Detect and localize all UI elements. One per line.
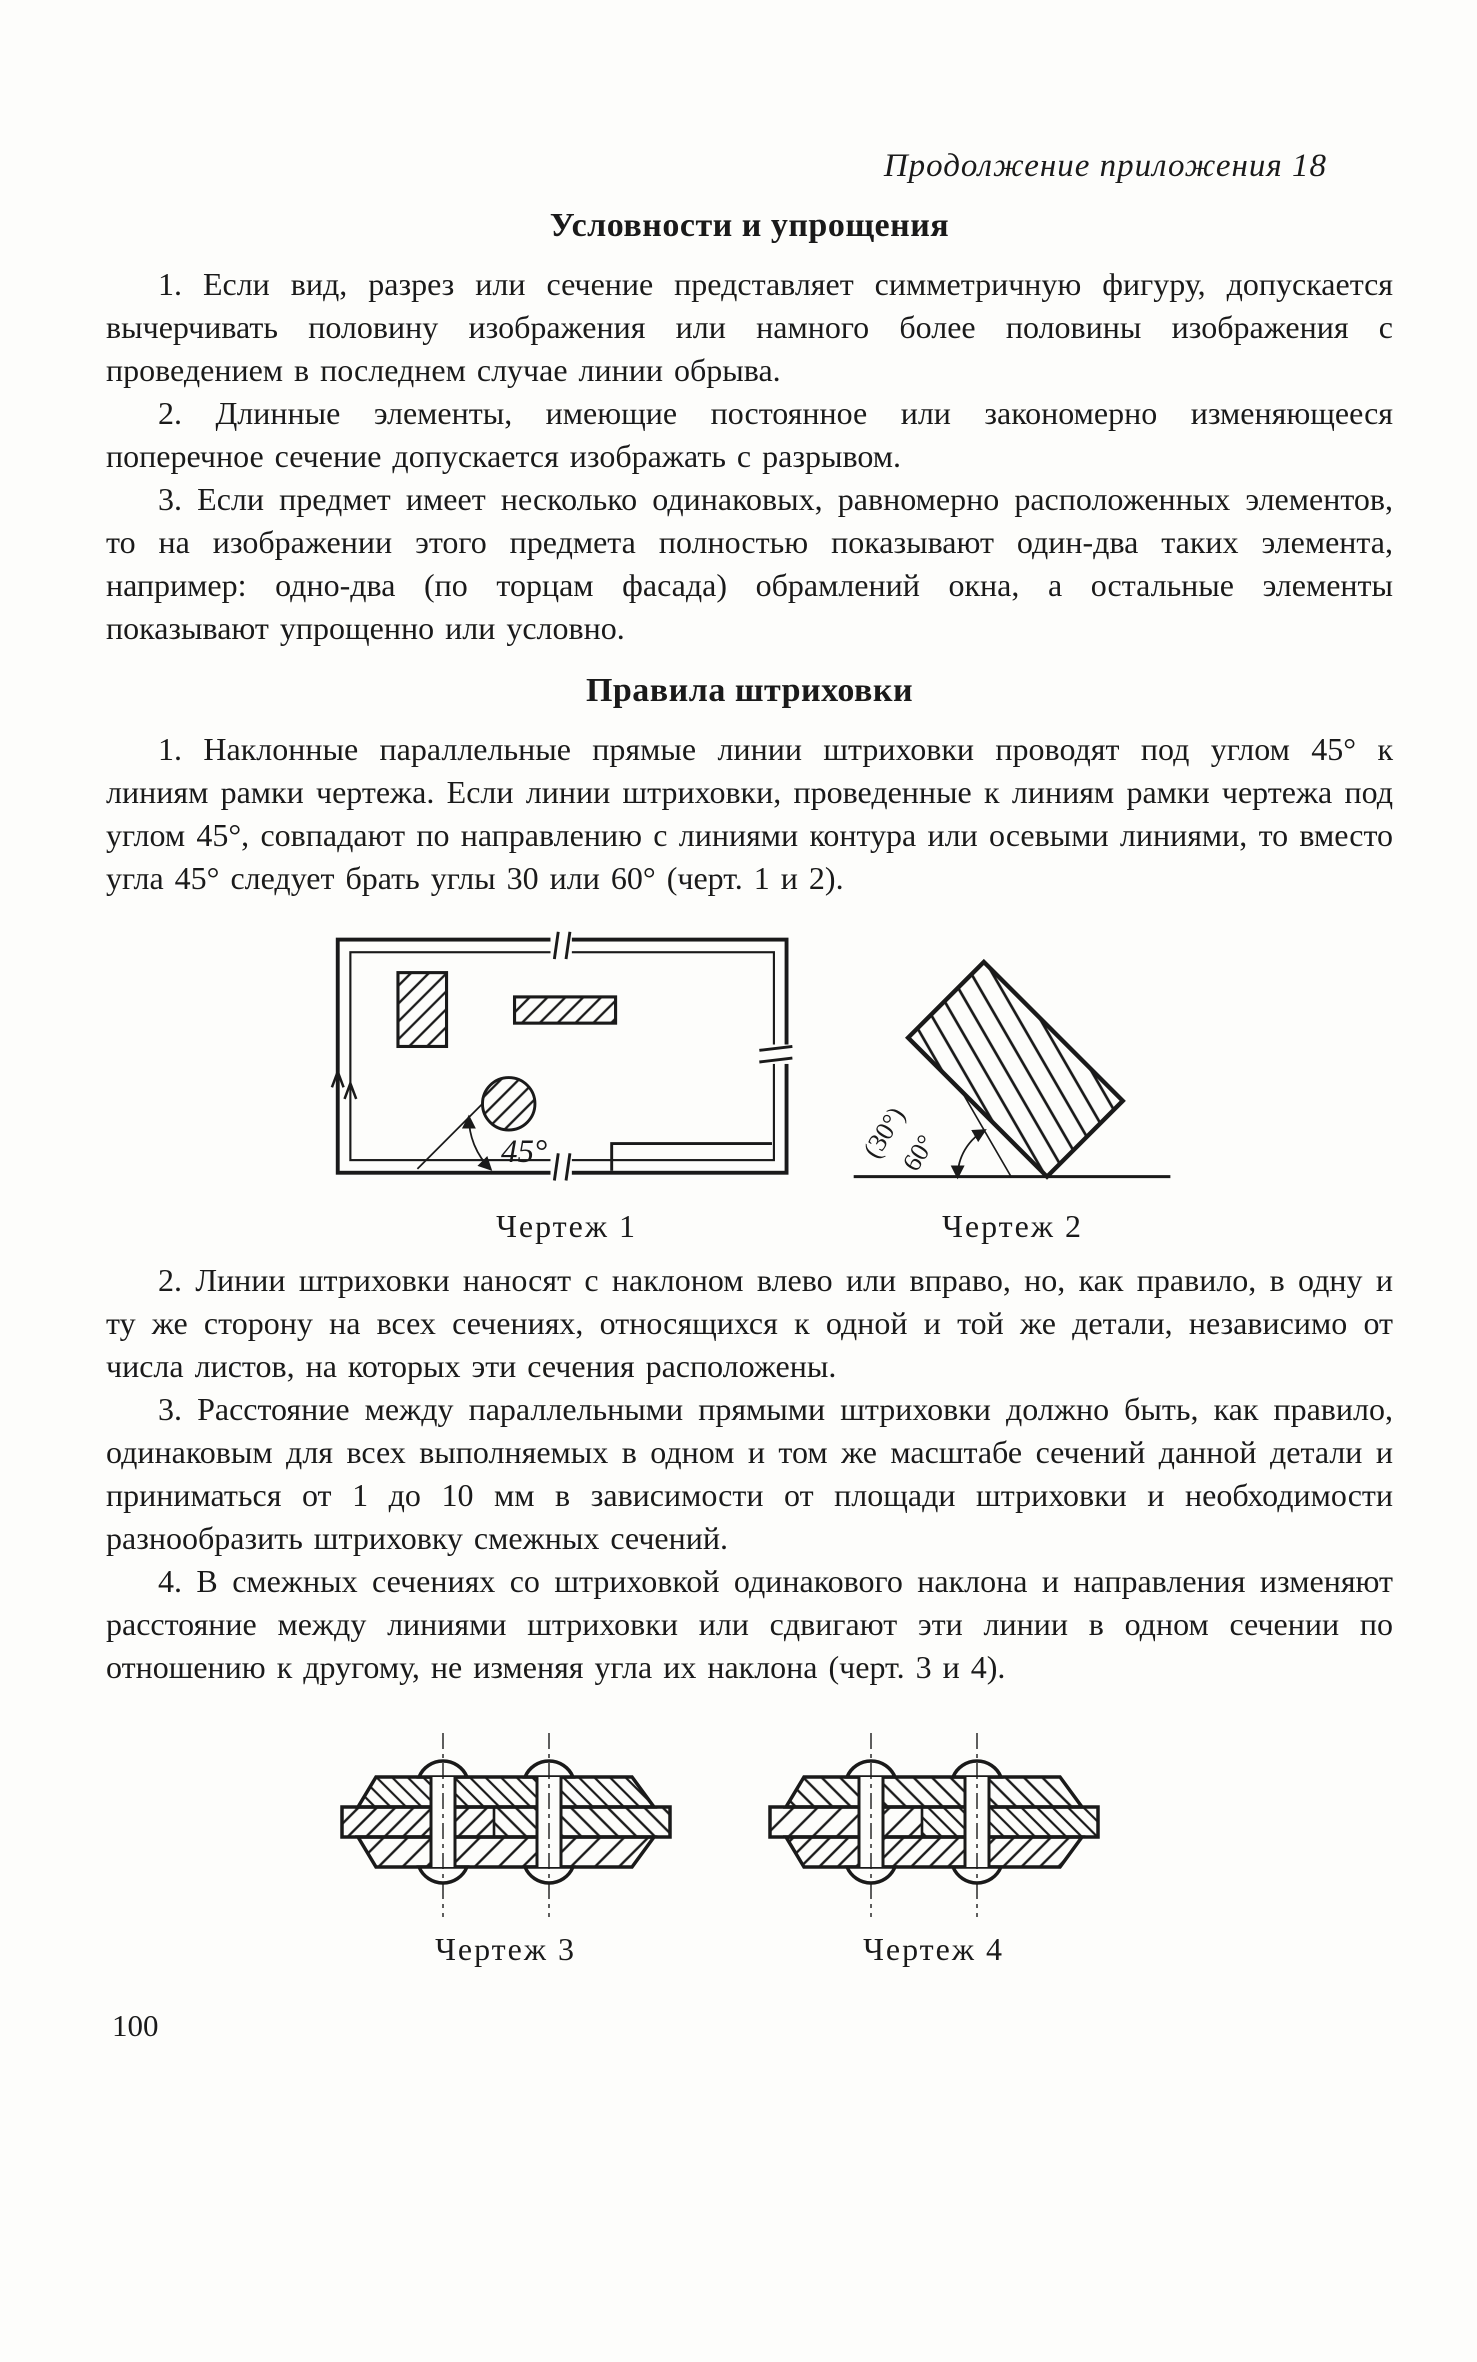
figure-3-caption: Чертеж 3 xyxy=(435,1931,576,1967)
paragraph: 3. Если предмет имеет несколько одинаковых, равномерно расположенных элементов, то на изображении этого предмета полностью показывают один-два таких элемента, например: одно-два (по торцам фасада) обрамлений окна, а остальные элементы показывают упрощенно или условно. xyxy=(106,481,1393,646)
figure-2-drawing xyxy=(843,926,1183,1198)
hatched-circle xyxy=(482,1078,534,1130)
angle-45-label: 45° xyxy=(500,1134,547,1171)
figure-3-drawing xyxy=(336,1729,676,1921)
continuation-header: Продолжение приложения 18 xyxy=(883,148,1327,184)
paragraph: 1. Наклонные параллельные прямые линии штриховки проводят под углом 45° к линиям рамки чертежа. Если линии штриховки, проведенные к линиям рамки чертежа под углом 45°, совпадают по направлению с линиями контура или осевыми линиями, то вместо угла 45° следует брать углы 30 или 60° (черт. 1 и 2). xyxy=(106,731,1393,896)
figure-4-caption: Чертеж 4 xyxy=(863,1931,1004,1967)
hatched-rect-horizontal xyxy=(514,997,615,1023)
figure-1-drawing xyxy=(317,926,817,1198)
top-plate xyxy=(786,1777,1082,1807)
figure-1-caption: Чертеж 1 xyxy=(496,1208,637,1244)
paragraph: 1. Если вид, разрез или сечение представляет симметричную фигуру, допускается вычерчивать половину изображения или намного более половины изображения с проведением в последнем случае линии обрыва. xyxy=(106,266,1393,388)
caption-row-2 xyxy=(106,1931,1333,1968)
figure-2-caption: Чертеж 2 xyxy=(942,1208,1083,1244)
step-contour xyxy=(611,1144,771,1171)
figure-4-drawing xyxy=(764,1729,1104,1921)
paragraph: 2. Линии штриховки наносят с наклоном влево или вправо, но, как правило, в одну и ту же сторону на всех сечениях, относящихся к одной и той же детали, независимо от числа листов, на которых эти сечения расположены. xyxy=(106,1262,1393,1384)
middle-plate-left xyxy=(770,1807,922,1837)
paragraph: 3. Расстояние между параллельными прямыми штриховки должно быть, как правило, одинаковым для всех выполняемых в одном и том же масштабе сечений данной детали и приниматься от 1 до 10 мм в зависимости от площади штриховки и необходимости разнообразить штриховку смежных сечений. xyxy=(106,1391,1393,1556)
angle-45-line xyxy=(417,1103,483,1169)
page-number: 100 xyxy=(112,2008,159,2043)
bottom-plate xyxy=(786,1837,1082,1867)
figure-row-1 xyxy=(106,926,1393,1198)
section-title-hatching: Правила штриховки xyxy=(585,672,914,709)
angle-60-label: 60° xyxy=(896,1129,941,1177)
top-plate xyxy=(358,1777,654,1807)
rotated-hatched-rect xyxy=(908,962,1123,1177)
middle-plate-right xyxy=(922,1807,1098,1837)
bottom-plate xyxy=(358,1837,654,1867)
paragraph: 4. В смежных сечениях со штриховкой одинакового наклона и направления изменяют расстояние между линиями штриховки или сдвигают эти линии в одном сечении по отношению к другому, не изменяя угла их наклона (черт. 3 и 4). xyxy=(106,1563,1393,1685)
angle-30-label: (30°) xyxy=(856,1101,911,1164)
hatched-rect-vertical xyxy=(397,973,446,1047)
middle-plate-right xyxy=(494,1807,670,1837)
figure-row-2 xyxy=(106,1729,1333,1921)
paragraph: 2. Длинные элементы, имеющие постоянное или закономерно изменяющееся поперечное сечение допускается изображать с разрывом. xyxy=(106,395,1393,474)
caption-row-1 xyxy=(106,1208,1393,1245)
section-title-conventions: Условности и упрощения xyxy=(549,207,950,244)
angle-60-arc xyxy=(957,1130,984,1176)
middle-plate-left xyxy=(342,1807,494,1837)
